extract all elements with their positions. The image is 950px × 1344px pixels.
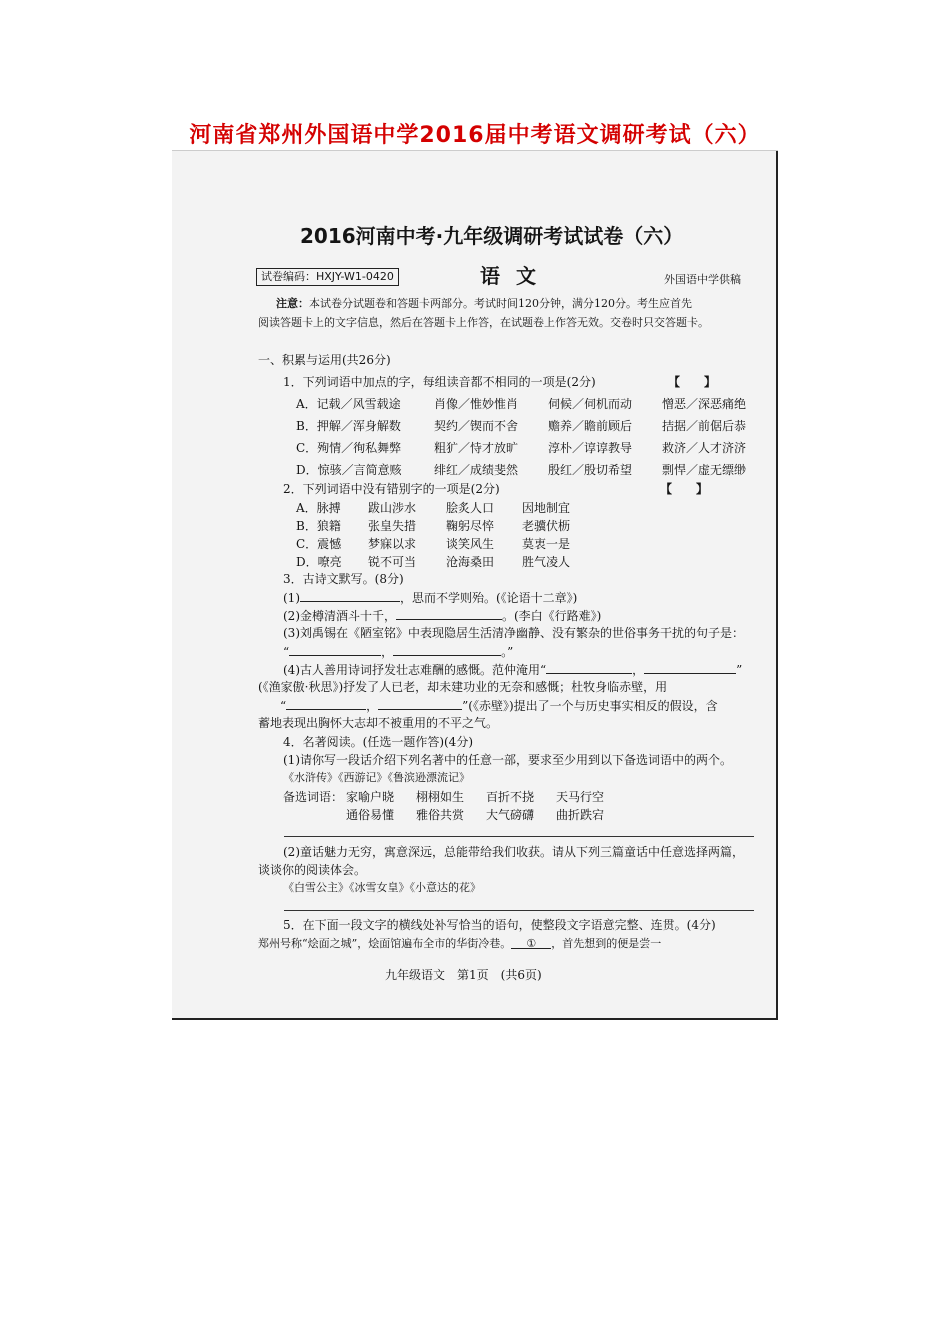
answer-blank[interactable]: [511, 936, 551, 949]
q3-line-8: 蓄地表现出胸怀大志却不被重用的不平之气。: [258, 716, 499, 730]
q1-c-4: 救济／人才济济: [662, 441, 747, 455]
q1-d-3: 殷红／殷切希望: [548, 463, 633, 477]
word-option: 百折不挠: [486, 790, 535, 804]
q4-part-2-line-1: (2)童话魅力无穷，寓意深远，总能带给我们收获。请从下列三篇童话中任意选择两篇，: [283, 845, 745, 859]
answer-blank[interactable]: [393, 643, 501, 656]
q3-line-4: [283, 643, 513, 660]
q1-d-2: 绯红／成绩斐然: [434, 463, 519, 477]
q2-d-3: 沧海桑田: [446, 555, 495, 569]
q1-d-4: 剽悍／虚无缥缈: [662, 463, 747, 477]
document-title: 河南省郑州外国语中学2016届中考语文调研考试（六）: [189, 123, 761, 148]
q2-a-1: A．脉搏: [296, 501, 341, 515]
q3-5-text: (4)古人善用诗词抒发壮志难酬的感慨。范仲淹用“: [283, 663, 547, 677]
q2-a-3: 脍炙人口: [446, 501, 495, 515]
q3-line-2: [283, 607, 601, 624]
answer-blank[interactable]: [286, 697, 366, 710]
q2-d-4: 胜气凌人: [522, 555, 571, 569]
q3-5-close-quote: ”: [736, 663, 743, 677]
q3-4-close-quote: 。”: [501, 645, 514, 659]
q1-b-4: 拮据／前倨后恭: [662, 419, 747, 433]
q3-7-suffix: ”(《赤壁》)提出了一个与历史事实相反的假设，含: [462, 699, 718, 713]
q1-c-1: C．殉情／徇私舞弊: [296, 441, 402, 455]
word-option: 天马行空: [556, 790, 605, 804]
q4-part-2-line-2: 谈谈你的阅读体会。: [258, 863, 367, 877]
q2-d-2: 锐不可当: [368, 555, 417, 569]
blank-mark: ①: [526, 937, 537, 950]
notice-line-1: [276, 296, 692, 312]
q1-b-1: B．押解／浑身解数: [296, 419, 401, 433]
answer-blank[interactable]: [300, 589, 400, 602]
q3-1-prefix: (1): [283, 591, 300, 605]
q2-a-2: 跋山涉水: [368, 501, 417, 515]
q3-line-1: [283, 589, 577, 606]
q5-text-a: 郑州号称“烩面之城”，烩面馆遍布全市的华街冷巷。: [258, 937, 512, 950]
q4-words-label: 备选词语：: [283, 790, 344, 804]
q1-b-2: 契约／锲而不舍: [434, 419, 519, 433]
q1-a-3: 伺候／伺机而动: [548, 397, 633, 411]
q3-7-comma: ，: [366, 699, 379, 713]
word-option: 雅俗共赏: [416, 808, 465, 822]
subject-title: 语文: [480, 264, 552, 288]
q5-passage: [258, 936, 661, 952]
q3-5-comma: ，: [632, 663, 645, 677]
q3-7-open-quote: “: [280, 699, 287, 713]
q2-c-1: C．震憾: [296, 537, 342, 551]
answer-line[interactable]: [284, 836, 754, 837]
q3-1-suffix: ，思而不学则殆。(《论语十二章》): [400, 591, 578, 605]
page-footer: 九年级语文 第1页 (共6页): [385, 968, 542, 982]
answer-blank[interactable]: [396, 607, 502, 620]
q4-stem: 4．名著阅读。(任选一题作答)(4分): [283, 735, 473, 749]
q2-b-2: 张皇失措: [368, 519, 417, 533]
q3-4-comma: ，: [381, 645, 394, 659]
q2-b-4: 老骥伏枥: [522, 519, 571, 533]
q3-line-6: (《渔家傲·秋思》)抒发了人已老，却未建功业的无奈和感慨；杜牧身临赤壁，用: [258, 680, 668, 694]
q1-a-2: 肖像／惟妙惟肖: [434, 397, 519, 411]
q1-stem: 1．下列词语中加点的字，每组读音都不相同的一项是(2分): [283, 375, 596, 389]
answer-line[interactable]: [284, 910, 754, 911]
q3-line-7: [258, 697, 718, 714]
word-option: 家喻户晓: [346, 790, 395, 804]
q2-c-3: 谈笑风生: [446, 537, 495, 551]
answer-blank[interactable]: [546, 661, 632, 674]
q3-2-prefix: (2)金樽清酒斗十千，: [283, 609, 396, 623]
notice-text-1: 本试卷分试题卷和答题卡两部分。考试时间120分钟，满分120分。考生应首先: [309, 297, 692, 310]
q2-c-4: 莫衷一是: [522, 537, 571, 551]
q1-b-3: 赡养／瞻前顾后: [548, 419, 633, 433]
q2-d-1: D．嘹亮: [296, 555, 342, 569]
q1-c-3: 淳朴／谆谆教导: [548, 441, 633, 455]
paper-title: 2016河南中考·九年级调研考试试卷（六）: [300, 224, 684, 248]
q5-stem: 5．在下面一段文字的横线处补写恰当的语句，使整段文字语意完整、连贯。(4分): [283, 918, 716, 932]
notice-label: 注意：: [276, 297, 309, 310]
word-option: 大气磅礴: [486, 808, 535, 822]
q1-d-1: D．惊骇／言简意赅: [296, 463, 402, 477]
answer-blank[interactable]: [289, 643, 381, 656]
word-option: 通俗易懂: [346, 808, 395, 822]
q1-a-1: A．记载／风雪载途: [296, 397, 401, 411]
q5-text-b: ，首先想到的便是尝一: [551, 937, 662, 950]
section-heading: 一、积累与运用(共26分): [258, 353, 391, 367]
q4-books-1: 《水浒传》《西游记》《鲁滨逊漂流记》: [283, 771, 470, 784]
q2-b-3: 鞠躬尽悴: [446, 519, 495, 533]
q2-stem: 2．下列词语中没有错别字的一项是(2分): [283, 482, 500, 496]
q3-line-5: [283, 661, 742, 678]
answer-blank[interactable]: [378, 697, 462, 710]
q4-books-2: 《白雪公主》《冰雪女皇》《小意达的花》: [283, 881, 481, 894]
q4-part-1: (1)请你写一段话介绍下列名著中的任意一部，要求至少用到以下备选词语中的两个。: [283, 753, 733, 767]
q3-line-3: (3)刘禹锡在《陋室铭》中表现隐居生活清净幽静、没有繁杂的世俗事务干扰的句子是：: [283, 626, 745, 640]
q2-answer-bracket: 【 】: [660, 482, 709, 496]
q2-c-2: 梦寐以求: [368, 537, 417, 551]
word-option: 曲折跌宕: [556, 808, 605, 822]
q3-stem: 3．古诗文默写。(8分): [283, 572, 404, 586]
q2-a-4: 因地制宜: [522, 501, 571, 515]
q3-4-open-quote: “: [283, 645, 290, 659]
q1-answer-bracket: 【 】: [668, 375, 717, 389]
scan-top-edge: [172, 150, 778, 151]
provider-label: 外国语中学供稿: [664, 273, 741, 286]
q3-2-suffix: 。(李白《行路难》): [502, 609, 602, 623]
word-option: 栩栩如生: [416, 790, 465, 804]
q1-c-2: 粗犷／恃才放旷: [434, 441, 519, 455]
answer-blank[interactable]: [644, 661, 736, 674]
q2-b-1: B．狼籍: [296, 519, 341, 533]
paper-code: 试卷编码：HXJY-W1-0420: [256, 268, 399, 286]
q1-a-4: 憎恶／深恶痛绝: [662, 397, 747, 411]
notice-line-2: 阅读答题卡上的文字信息，然后在答题卡上作答，在试题卷上作答无效。交卷时只交答题卡。: [258, 316, 709, 329]
